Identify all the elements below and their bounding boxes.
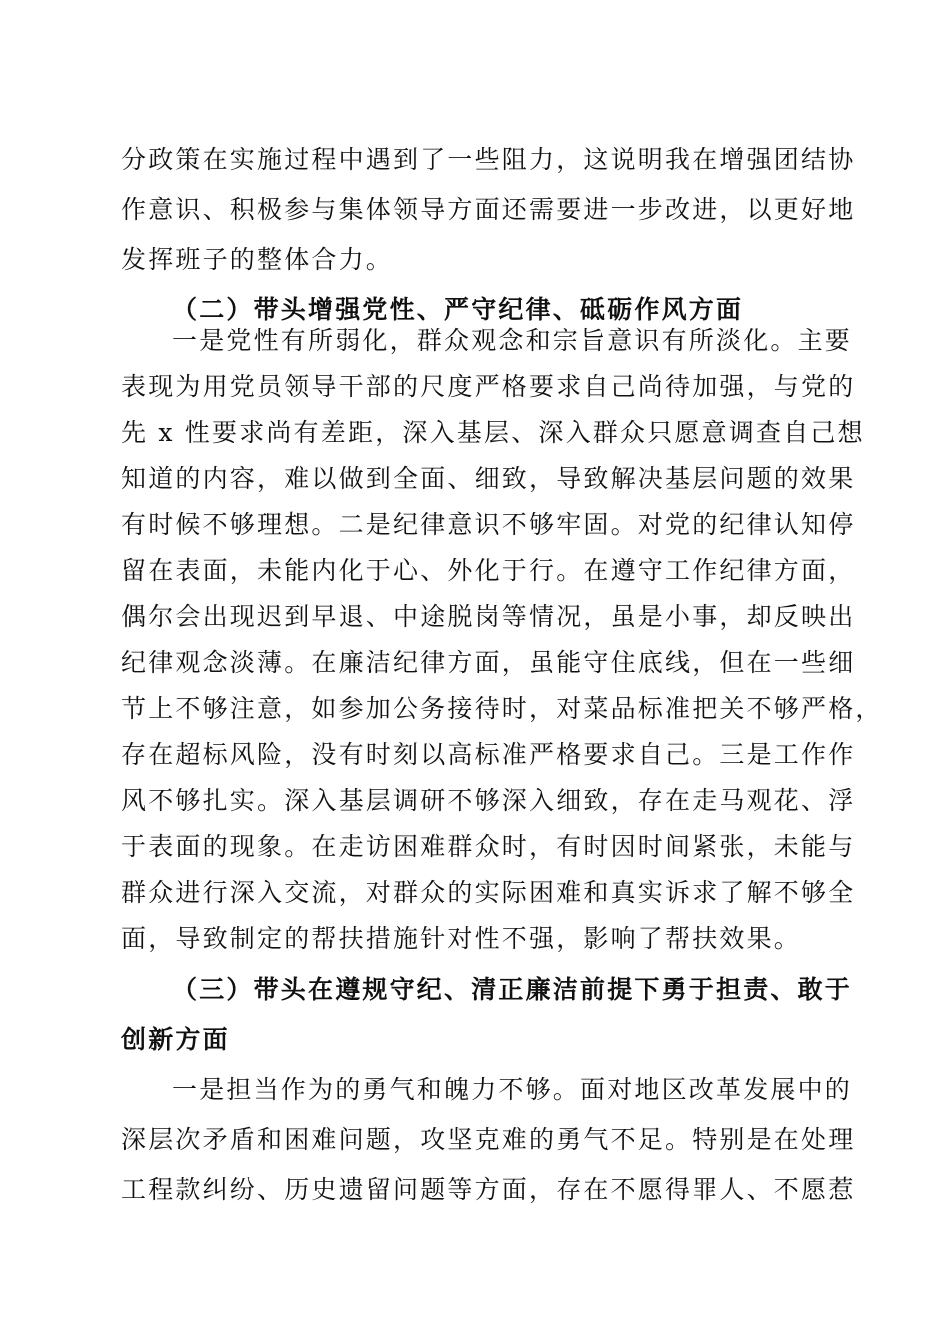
section-heading-2: （二）带头增强党性、严守纪律、砥砺作风方面 (172, 295, 744, 324)
paragraph-first-line: 一是担当作为的勇气和魄力不够。面对地区改革发展中的 (172, 1075, 853, 1104)
body-text-line: 知道的内容，难以做到全面、细致，导致解决基层问题的效果 (121, 464, 856, 493)
body-text-line: 留在表面，未能内化于心、外化于行。在遵守工作纪律方面， (121, 556, 856, 585)
body-text-line: 有时候不够理想。二是纪律意识不够牢固。对党的纪律认知停 (121, 510, 856, 539)
body-text-line: 面，导致制定的帮扶措施针对性不强，影响了帮扶效果。 (121, 924, 802, 953)
body-text-line: 深层次矛盾和困难问题，攻坚克难的勇气不足。特别是在处理 (121, 1125, 856, 1154)
body-text-line: 作意识、积极参与集体领导方面还需要进一步改进，以更好地 (121, 195, 856, 224)
section-heading-3-continued: 创新方面 (121, 1025, 230, 1054)
body-text-line: 纪律观念淡薄。在廉洁纪律方面，虽能守住底线，但在一些细 (121, 648, 856, 677)
body-text-line: 先 x 性要求尚有差距，深入基层、深入群众只愿意调查自己想 (121, 418, 865, 447)
body-text-line: 存在超标风险，没有时刻以高标准严格要求自己。三是工作作 (121, 740, 856, 769)
body-text-line: 于表面的现象。在走访困难群众时，有时因时间紧张，未能与 (121, 832, 856, 861)
body-text-line: 节上不够注意，如参加公务接待时，对菜品标准把关不够严格， (121, 694, 883, 723)
paragraph-first-line: 一是党性有所弱化，群众观念和宗旨意识有所淡化。主要 (172, 326, 853, 355)
section-heading-3: （三）带头在遵规守纪、清正廉洁前提下勇于担责、敢于 (172, 975, 853, 1004)
body-text-line: 偶尔会出现迟到早退、中途脱岗等情况，虽是小事，却反映出 (121, 602, 856, 631)
body-text-line: 群众进行深入交流，对群众的实际困难和真实诉求了解不够全 (121, 878, 856, 907)
body-text-line: 表现为用党员领导干部的尺度严格要求自己尚待加强，与党的 (121, 372, 856, 401)
body-text-line: 工程款纠纷、历史遗留问题等方面，存在不愿得罪人、不愿惹 (121, 1175, 856, 1204)
body-text-line: 风不够扎实。深入基层调研不够深入细致，存在走马观花、浮 (121, 786, 856, 815)
body-text-line: 发挥班子的整体合力。 (121, 245, 394, 274)
body-text-line: 分政策在实施过程中遇到了一些阻力，这说明我在增强团结协 (121, 145, 856, 174)
